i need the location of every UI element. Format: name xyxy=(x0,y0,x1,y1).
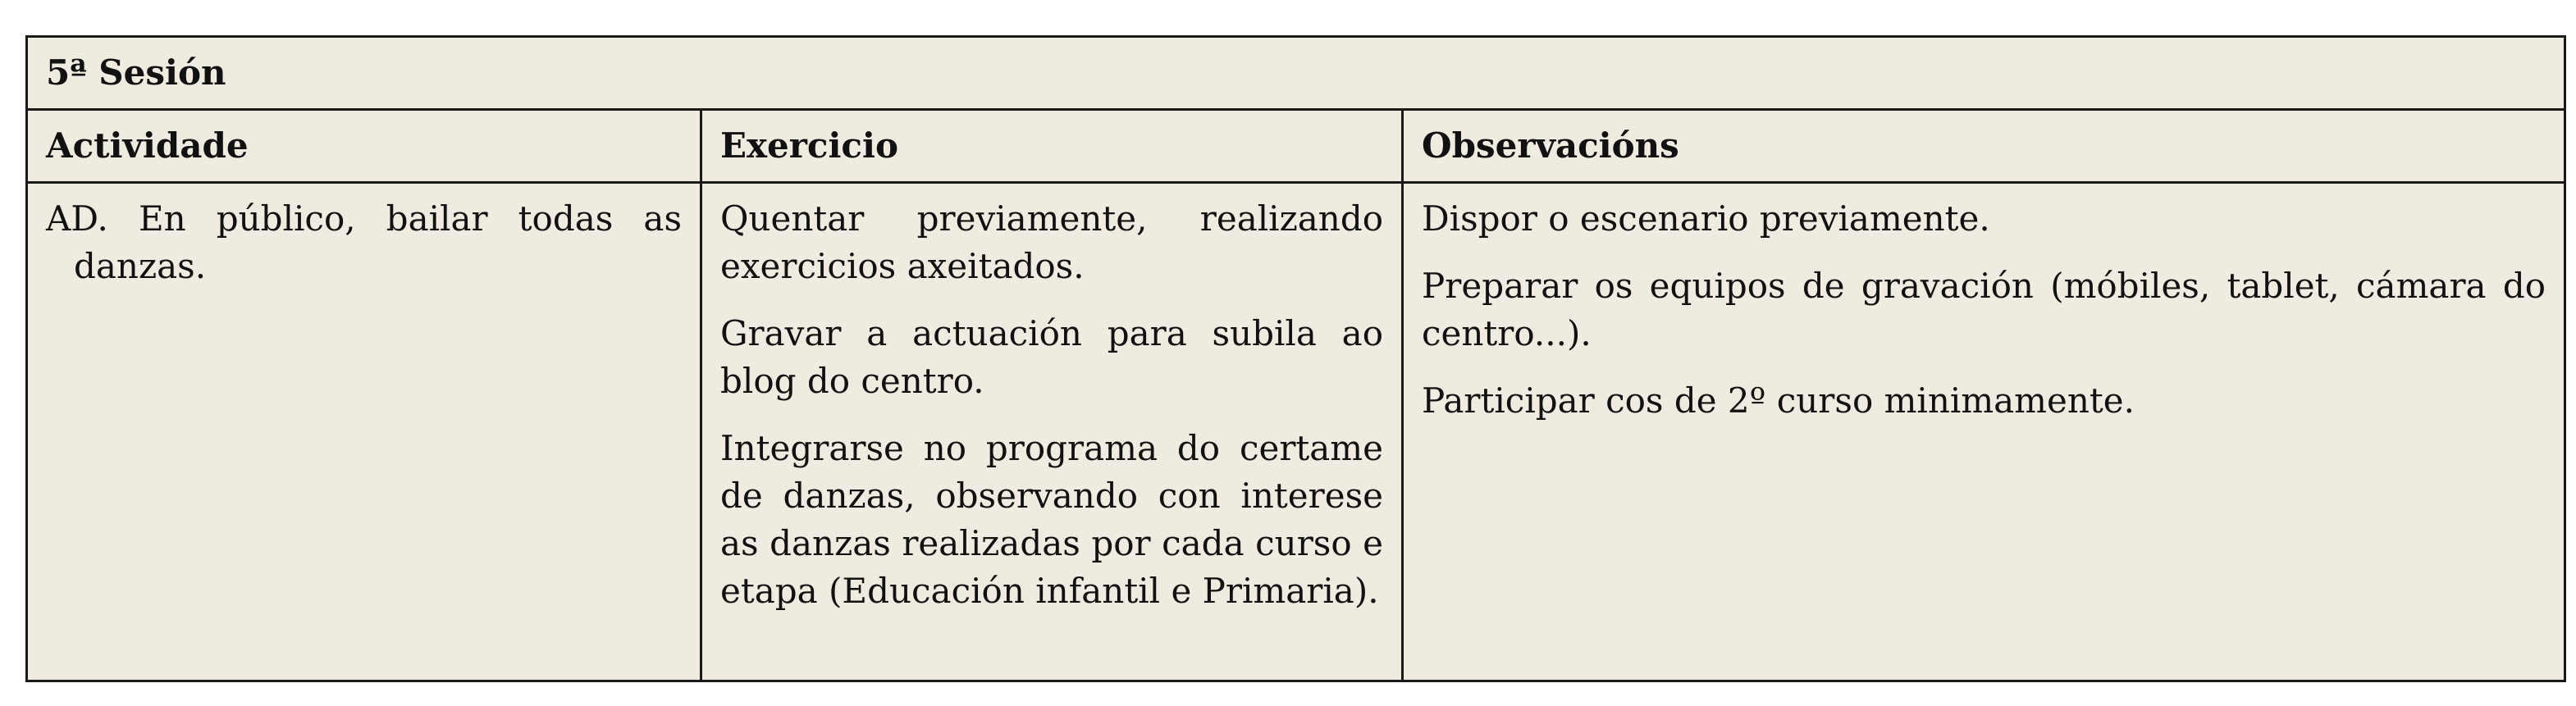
exercise-cell xyxy=(701,183,1403,681)
observations-cell xyxy=(1403,183,2565,681)
observation-paragraph: Participar cos de 2º curso minimamente. xyxy=(1422,380,2135,421)
exercise-paragraph: Integrarse no programa do certame de danzas, observando con interese as danzas realizadas por cada curso e etapa (Educación infantil e Primaria). xyxy=(720,428,1383,611)
observation-paragraph: Preparar os equipos de gravación (móbiles, tablet, cámara do centro...). xyxy=(1422,266,2546,353)
activity-text: AD. En público, bailar todas as danzas. xyxy=(46,198,682,286)
session-title: 5ª Sesión xyxy=(27,37,2565,110)
header-activity: Actividade xyxy=(27,110,701,183)
header-observations: Observacións xyxy=(1403,110,2565,183)
exercise-paragraph: Quentar previamente, realizando exercicios axeitados. xyxy=(720,198,1383,286)
title-row xyxy=(27,37,2565,110)
header-exercise: Exercicio xyxy=(701,110,1403,183)
activity-cell xyxy=(27,183,701,681)
content-row xyxy=(27,183,2565,681)
session-table xyxy=(25,35,2566,682)
header-row xyxy=(27,110,2565,183)
observation-paragraph: Dispor o escenario previamente. xyxy=(1422,198,1990,239)
exercise-paragraph: Gravar a actuación para subila ao blog do centro. xyxy=(720,313,1383,401)
